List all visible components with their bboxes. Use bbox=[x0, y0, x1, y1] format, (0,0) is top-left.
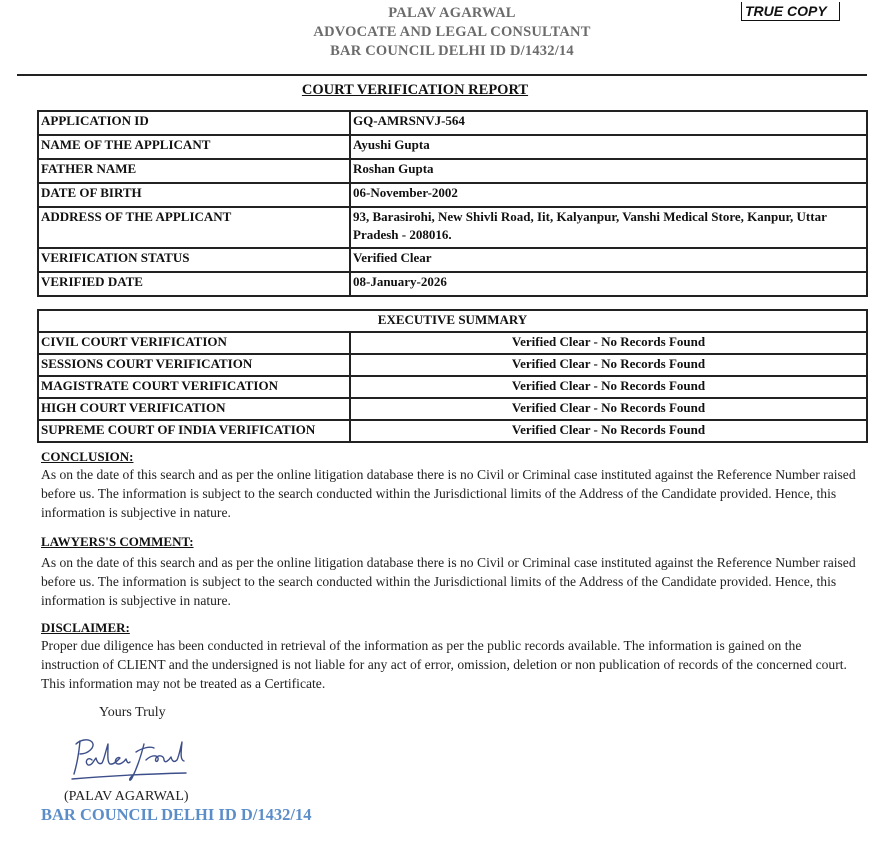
table-row bbox=[38, 272, 867, 296]
table-row bbox=[38, 420, 867, 442]
summary-value: Verified Clear - No Records Found bbox=[350, 398, 867, 420]
table-row bbox=[38, 207, 867, 248]
table-row bbox=[38, 159, 867, 183]
conclusion-text: As on the date of this search and as per the online litigation database there is no Civil or Criminal case instituted against the Reference Number raised before us. The information is subject to the search conducted within the Jurisdictional limits of the Address of the Candidate provided. Hence, this information is subjective in nature. bbox=[41, 467, 856, 520]
table-row bbox=[38, 398, 867, 420]
summary-value: Verified Clear - No Records Found bbox=[350, 376, 867, 398]
table-row bbox=[38, 183, 867, 207]
table-row bbox=[38, 376, 867, 398]
report-title: COURT VERIFICATION REPORT bbox=[301, 82, 529, 98]
detail-label: FATHER NAME bbox=[38, 159, 350, 183]
true-copy-stamp: TRUE COPY bbox=[741, 2, 840, 21]
table-header-row bbox=[38, 310, 867, 332]
signatory-registration: BAR COUNCIL DELHI ID D/1432/14 bbox=[41, 805, 312, 824]
applicant-details-table bbox=[37, 110, 868, 297]
summary-label: MAGISTRATE COURT VERIFICATION bbox=[38, 376, 350, 398]
disclaimer-text: Proper due diligence has been conducted in retrieval of the information as per the public records available. The information is gained on the instruction of CLIENT and the undersigned is not liable for any act of error, omission, deletion or non publication of records of the concerned court. This information may not be treated as a Certificate. bbox=[41, 638, 847, 691]
summary-label: SUPREME COURT OF INDIA VERIFICATION bbox=[38, 420, 350, 442]
detail-label: VERIFICATION STATUS bbox=[38, 248, 350, 272]
detail-value: Ayushi Gupta bbox=[350, 135, 867, 159]
executive-summary-table bbox=[37, 309, 868, 443]
advocate-designation: ADVOCATE AND LEGAL CONSULTANT bbox=[313, 24, 591, 40]
summary-label: HIGH COURT VERIFICATION bbox=[38, 398, 350, 420]
detail-label: APPLICATION ID bbox=[38, 111, 350, 135]
table-row bbox=[38, 354, 867, 376]
summary-title: EXECUTIVE SUMMARY bbox=[38, 310, 867, 332]
table-row bbox=[38, 332, 867, 354]
summary-label: SESSIONS COURT VERIFICATION bbox=[38, 354, 350, 376]
advocate-name: PALAV AGARWAL bbox=[388, 5, 516, 21]
detail-label: ADDRESS OF THE APPLICANT bbox=[38, 207, 350, 248]
detail-label: NAME OF THE APPLICANT bbox=[38, 135, 350, 159]
summary-value: Verified Clear - No Records Found bbox=[350, 420, 867, 442]
signature-icon bbox=[66, 732, 191, 784]
summary-value: Verified Clear - No Records Found bbox=[350, 354, 867, 376]
table-row bbox=[38, 135, 867, 159]
lawyers-comment-text: As on the date of this search and as per the online litigation database there is no Civil or Criminal case instituted against the Reference Number raised before us. The information is subject to the search conducted within the Jurisdictional limits of the Address of the Candidate provided. Hence, this information is subjective in nature. bbox=[41, 555, 856, 608]
detail-value: 06-November-2002 bbox=[350, 183, 867, 207]
summary-value: Verified Clear - No Records Found bbox=[350, 332, 867, 354]
lawyers-comment-title: LAWYERS'S COMMENT: bbox=[41, 534, 194, 549]
summary-label: CIVIL COURT VERIFICATION bbox=[38, 332, 350, 354]
table-row bbox=[38, 111, 867, 135]
detail-value: 08-January-2026 bbox=[350, 272, 867, 296]
detail-value: Roshan Gupta bbox=[350, 159, 867, 183]
detail-label: DATE OF BIRTH bbox=[38, 183, 350, 207]
table-row bbox=[38, 248, 867, 272]
detail-label: VERIFIED DATE bbox=[38, 272, 350, 296]
advocate-registration: BAR COUNCIL DELHI ID D/1432/14 bbox=[330, 43, 574, 59]
detail-value: 93, Barasirohi, New Shivli Road, Iit, Kalyanpur, Vanshi Medical Store, Kanpur, Uttar Pradesh - 208016. bbox=[350, 207, 867, 248]
detail-value: Verified Clear bbox=[350, 248, 867, 272]
disclaimer-title: DISCLAIMER: bbox=[41, 620, 130, 635]
signatory-name: (PALAV AGARWAL) bbox=[64, 789, 189, 804]
detail-value: GQ-AMRSNVJ-564 bbox=[350, 111, 867, 135]
header-divider bbox=[17, 74, 867, 76]
closing-salutation: Yours Truly bbox=[99, 705, 166, 720]
conclusion-title: CONCLUSION: bbox=[41, 449, 134, 464]
